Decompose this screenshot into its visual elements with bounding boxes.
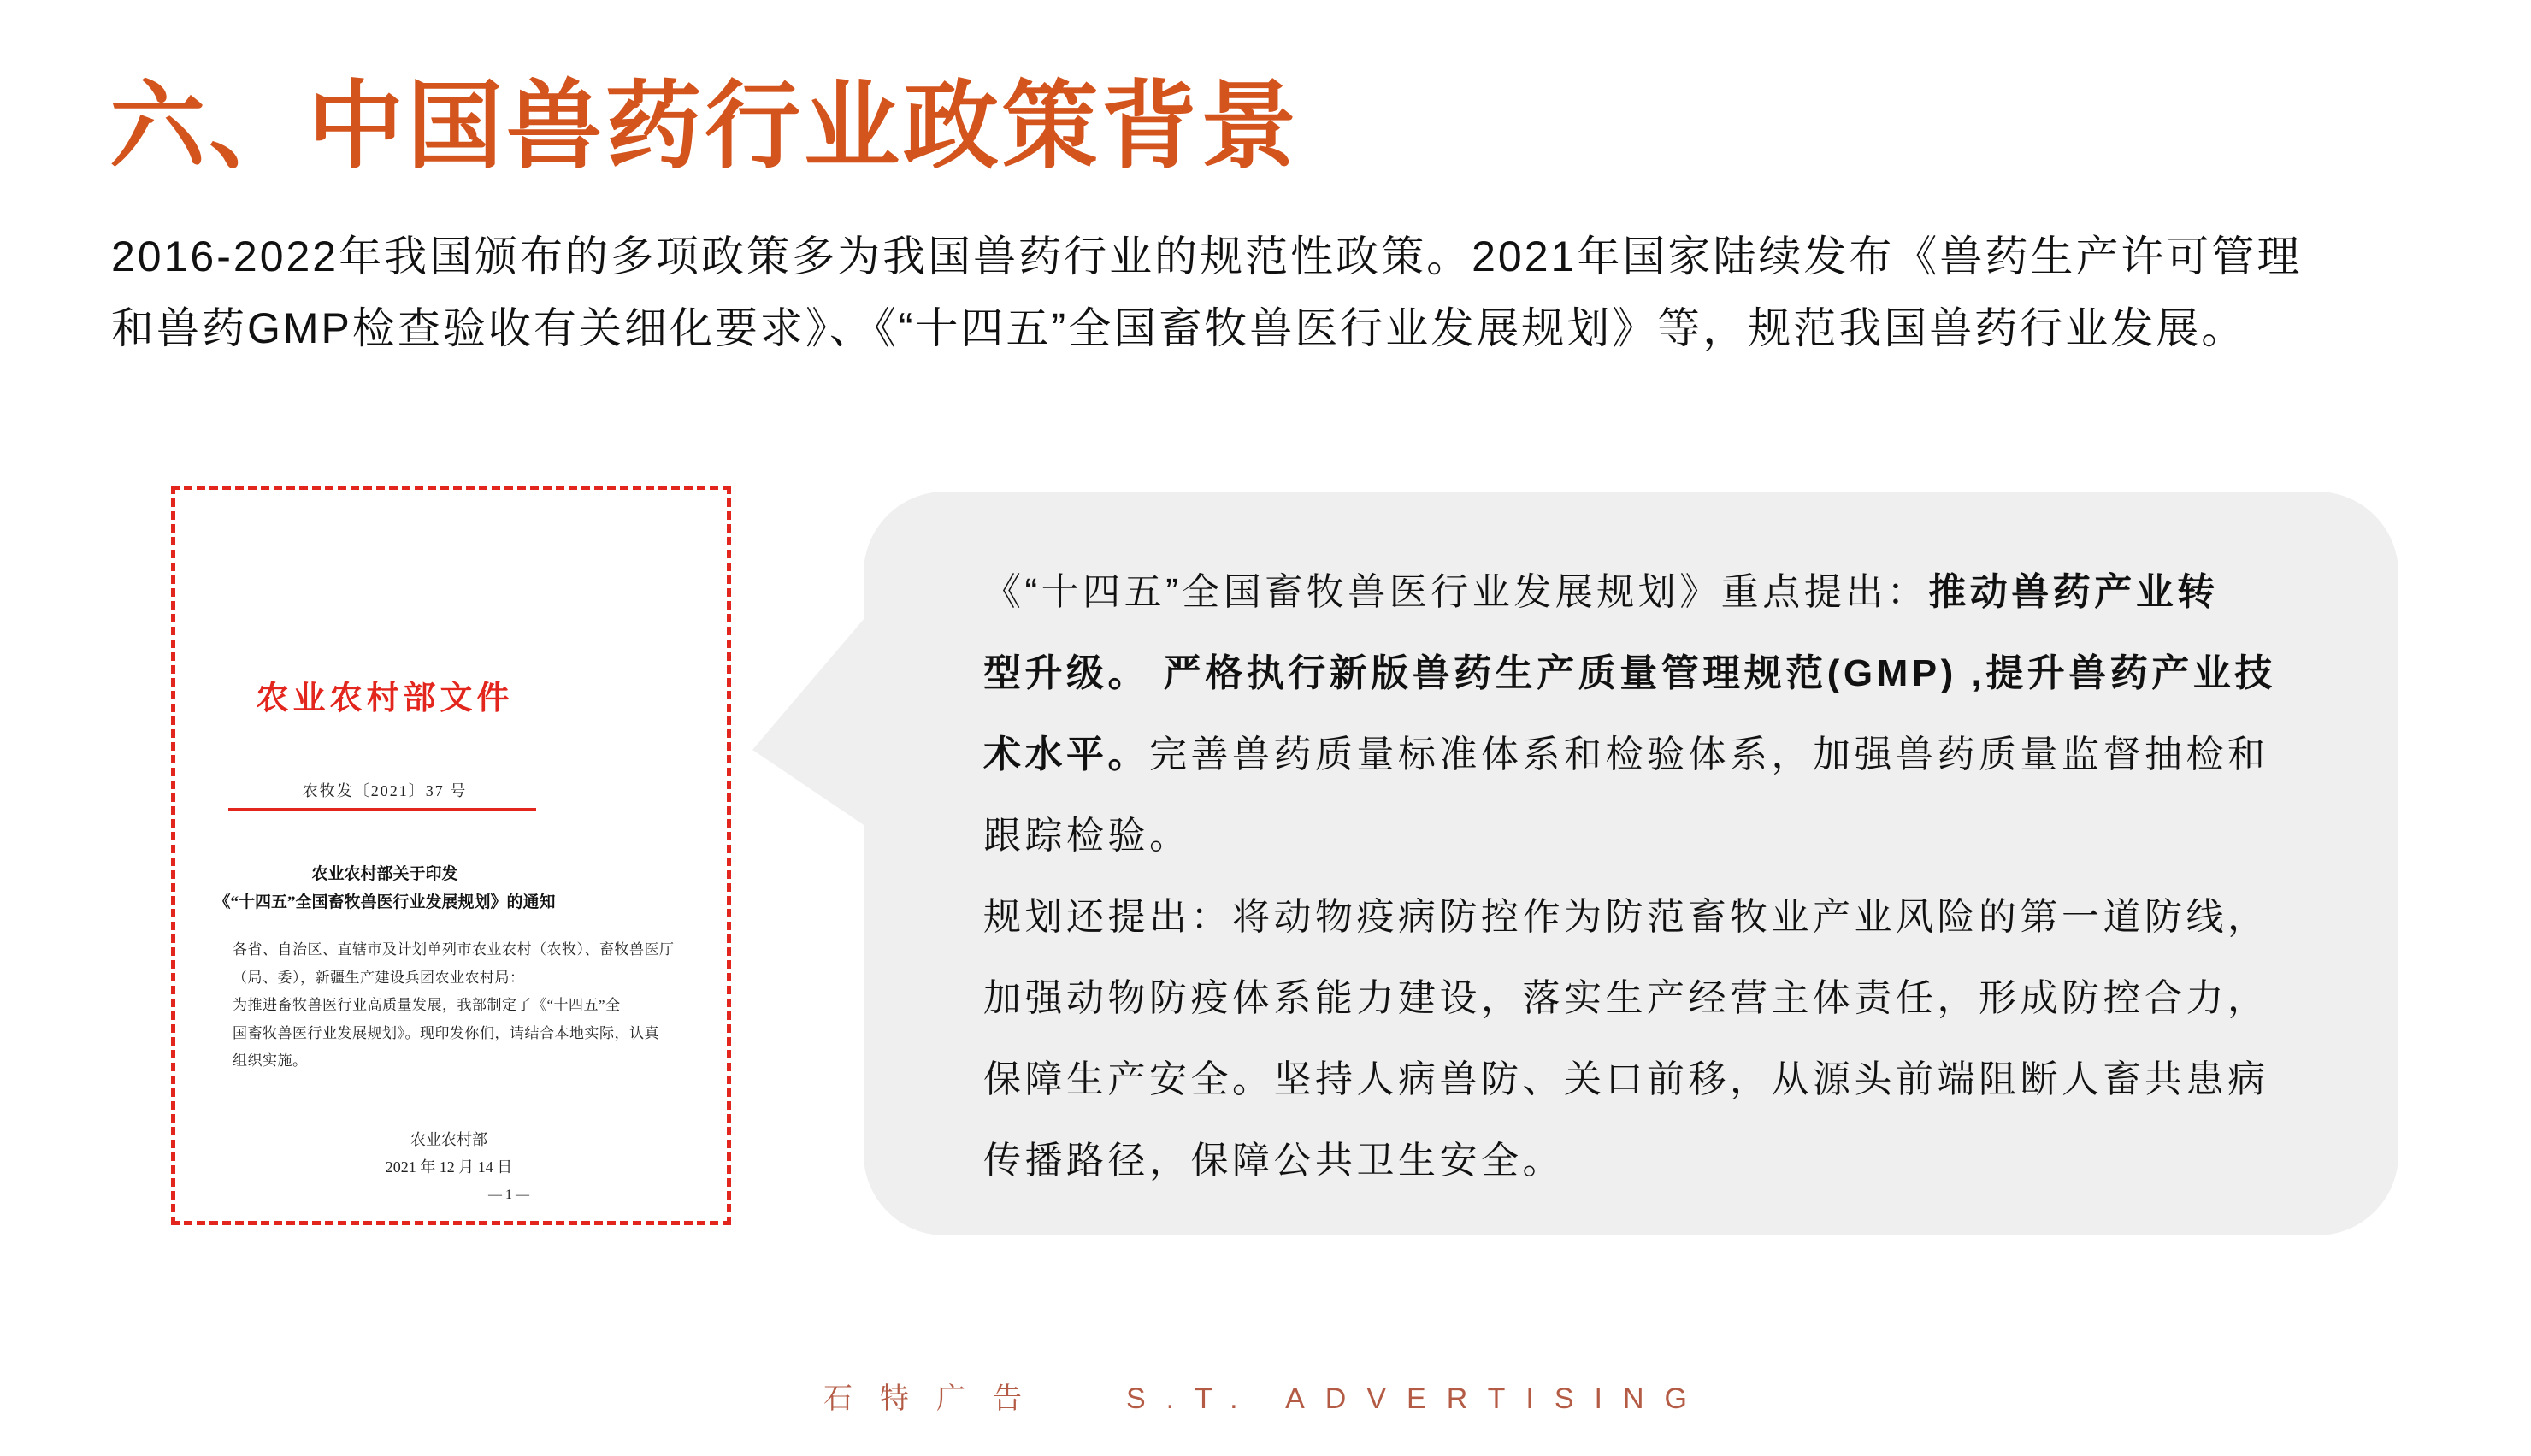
document-header: 农业农村部文件 <box>256 681 514 716</box>
doc-body-line-5: 组织实施。 <box>233 1052 308 1069</box>
intro-paragraph <box>111 221 2302 364</box>
bubble-line-6: 加强动物防疫体系能力建设，落实生产经营主体责任，形成防控合力， <box>983 977 2269 1019</box>
notice-title-line-1: 农业农村部关于印发 <box>311 865 458 883</box>
doc-body-line-1: 各省、自治区、直辖市及计划单列市农业农村（农牧）、畜牧兽医厅 <box>233 941 675 958</box>
bubble-line-1: 《“十四五”全国畜牧兽医行业发展规划》重点提出： <box>983 571 1929 613</box>
bubble-line-1-bold: 推动兽药产业转 <box>1928 571 2219 613</box>
footer-company-en: S.T. ADVERTISING <box>1125 1382 1708 1415</box>
intro-line-1: 2016-2022年我国颁布的多项政策多为我国兽药行业的规范性政策。2021年国家陆续发布《兽药生产许可管理 <box>111 233 2303 280</box>
document-date: 2021 年 12 月 14 日 <box>385 1158 513 1176</box>
bubble-line-4: 跟踪检验。 <box>983 815 1191 857</box>
footer-company-cn: 石特广告 <box>823 1382 1049 1415</box>
document-signer: 农业农村部 <box>410 1131 487 1148</box>
bubble-line-3-bold: 术水平。 <box>983 734 1149 775</box>
doc-body-line-3: 为推进畜牧兽医行业高质量发展，我部制定了《“十四五”全 <box>233 997 621 1013</box>
notice-title-line-2: 《“十四五”全国畜牧兽医行业发展规划》的通知 <box>214 893 556 911</box>
bubble-line-8: 传播路径，保障公共卫生安全。 <box>983 1140 1564 1182</box>
doc-body-line-2: （局、委），新疆生产建设兵团农业农村局： <box>233 969 525 986</box>
speech-bubble-text <box>983 551 2437 1201</box>
doc-body-line-4: 国畜牧兽医行业发展规划》。现印发你们，请结合本地实际，认真 <box>233 1024 659 1041</box>
bubble-line-2-bold: 型升级。 严格执行新版兽药生产质量管理规范(GMP) ,提升兽药产业技 <box>983 652 2276 694</box>
government-document-thumbnail <box>171 486 731 1225</box>
document-number: 农牧发〔2021〕37 号 <box>302 782 468 799</box>
page-title: 六、中国兽药行业政策背景 <box>109 73 1300 180</box>
document-red-rule <box>228 808 536 811</box>
bubble-line-5: 规划还提出：将动物疫病防控作为防范畜牧业产业风险的第一道防线， <box>983 896 2269 938</box>
bubble-line-7: 保障生产安全。坚持人病兽防、关口前移，从源头前端阻断人畜共患病 <box>983 1058 2269 1100</box>
intro-line-2: 和兽药GMP检查验收有关细化要求》、《“十四五”全国畜牧兽医行业发展规划》等，规范我国兽药行业发展。 <box>111 304 2247 352</box>
bubble-line-3: 完善兽药质量标准体系和检验体系，加强兽药质量监督抽检和 <box>1149 734 2269 775</box>
footer <box>0 1375 2531 1417</box>
document-body <box>233 936 677 1069</box>
document-page-number: — 1 — <box>488 1188 529 1202</box>
